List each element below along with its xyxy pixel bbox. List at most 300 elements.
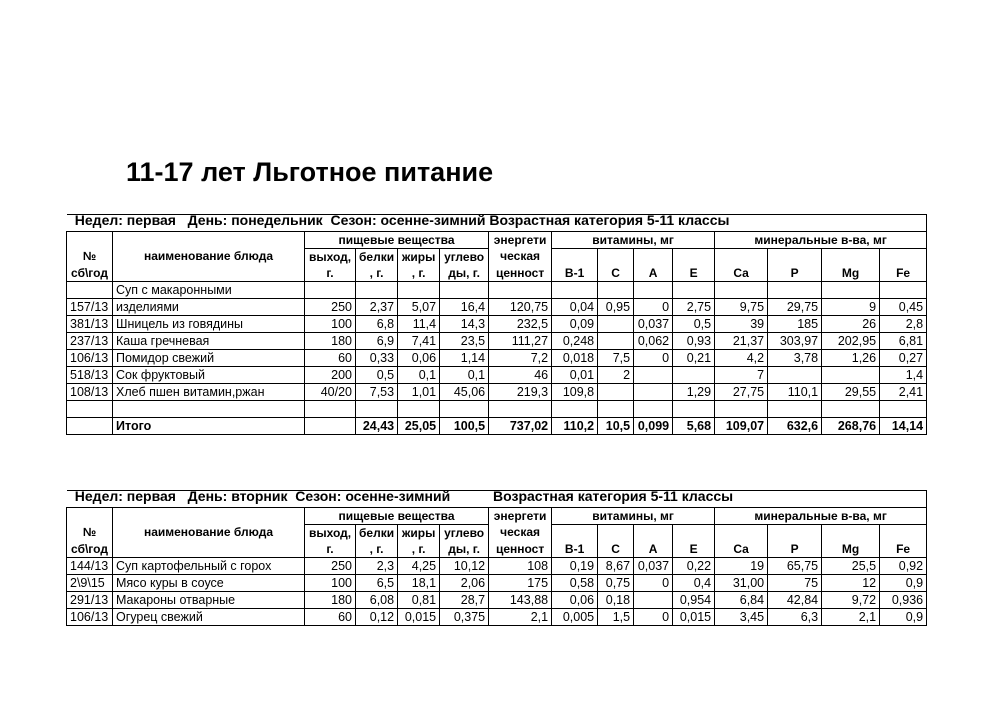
value-energy: 46: [489, 367, 552, 384]
value-c: 8,67: [598, 558, 634, 575]
header-nutrients: пищевые вещества: [305, 232, 489, 249]
value-c: 2: [598, 367, 634, 384]
header-p: P: [768, 541, 822, 558]
value-p: 75: [768, 575, 822, 592]
header-out: г.: [305, 541, 356, 558]
header-fat: жиры: [398, 525, 440, 542]
header-cell: [67, 508, 113, 525]
total-row: [67, 418, 927, 435]
value-b1: 0,58: [552, 575, 598, 592]
header-c: C: [598, 541, 634, 558]
header-out: г.: [305, 265, 356, 282]
value-e: 0,4: [673, 575, 715, 592]
header-energy: энергети: [489, 232, 552, 249]
header-b1: [552, 249, 598, 266]
value-carb: 0,375: [440, 609, 489, 626]
header-e: E: [673, 541, 715, 558]
value-energy: [489, 282, 552, 299]
value-out: [305, 282, 356, 299]
value-a: [634, 282, 673, 299]
dish-code: 381/13: [67, 316, 113, 333]
value-fat: [398, 401, 440, 418]
value-out: 180: [305, 333, 356, 350]
header-energy: ценност: [489, 541, 552, 558]
dish-name: Суп картофельный с горох: [113, 558, 305, 575]
table-row: [67, 299, 927, 316]
header-protein: белки: [356, 525, 398, 542]
season-text: Сезон: осенне-зимний: [330, 212, 486, 228]
value-ca: 9,75: [715, 299, 768, 316]
header-row: [67, 541, 927, 558]
value-fe: [880, 282, 927, 299]
value-e: 0,22: [673, 558, 715, 575]
value-b1: [552, 401, 598, 418]
table-row: [67, 350, 927, 367]
value-mg: 26: [822, 316, 880, 333]
value-a: [634, 592, 673, 609]
value-prot: 0,12: [356, 609, 398, 626]
header-minerals: минеральные в-ва, мг: [715, 508, 927, 525]
header-a: [634, 249, 673, 266]
value-fat: 0,81: [398, 592, 440, 609]
dish-name: изделиями: [113, 299, 305, 316]
header-energy: ческая: [489, 249, 552, 266]
header-ca: Ca: [715, 541, 768, 558]
total-c: 10,5: [598, 418, 634, 435]
value-p: [768, 401, 822, 418]
total-mg: 268,76: [822, 418, 880, 435]
dish-code: 518/13: [67, 367, 113, 384]
value-energy: 7,2: [489, 350, 552, 367]
value-prot: 2,3: [356, 558, 398, 575]
value-out: 60: [305, 350, 356, 367]
header-fe: Fe: [880, 265, 927, 282]
menu-table-body: [67, 215, 927, 435]
value-mg: 25,5: [822, 558, 880, 575]
value-carb: [440, 282, 489, 299]
value-fe: 2,41: [880, 384, 927, 401]
header-num: №: [67, 249, 113, 266]
value-carb: 1,14: [440, 350, 489, 367]
header-b1: [552, 525, 598, 542]
value-b1: 0,01: [552, 367, 598, 384]
value-fe: 0,45: [880, 299, 927, 316]
value-p: 65,75: [768, 558, 822, 575]
value-ca: 39: [715, 316, 768, 333]
value-p: 29,75: [768, 299, 822, 316]
header-ca: [715, 525, 768, 542]
total-a: 0,099: [634, 418, 673, 435]
total-fat: 25,05: [398, 418, 440, 435]
value-fat: 0,1: [398, 367, 440, 384]
dish-name: Помидор свежий: [113, 350, 305, 367]
value-e: 0,015: [673, 609, 715, 626]
value-p: [768, 367, 822, 384]
value-energy: 175: [489, 575, 552, 592]
header-vitamins: витамины, мг: [552, 232, 715, 249]
value-out: 100: [305, 316, 356, 333]
header-fe: [880, 249, 927, 266]
value-p: 303,97: [768, 333, 822, 350]
dish-name: Хлеб пшен витамин,ржан: [113, 384, 305, 401]
header-row: [67, 249, 927, 266]
header-ca: [715, 249, 768, 266]
value-b1: 109,8: [552, 384, 598, 401]
blank-cell: [67, 491, 927, 508]
header-name: [113, 265, 305, 282]
value-b1: [552, 282, 598, 299]
header-ca: Ca: [715, 265, 768, 282]
total-prot: 24,43: [356, 418, 398, 435]
total-fe: 14,14: [880, 418, 927, 435]
header-mg: [822, 525, 880, 542]
value-ca: 6,84: [715, 592, 768, 609]
header-b1: B-1: [552, 541, 598, 558]
header-minerals: минеральные в-ва, мг: [715, 232, 927, 249]
value-prot: 6,08: [356, 592, 398, 609]
dish-code: 237/13: [67, 333, 113, 350]
value-out: 250: [305, 558, 356, 575]
value-e: [673, 367, 715, 384]
dish-name: Сок фруктовый: [113, 367, 305, 384]
value-prot: 0,33: [356, 350, 398, 367]
header-cell: [67, 232, 113, 249]
value-c: 0,75: [598, 575, 634, 592]
value-a: 0: [634, 609, 673, 626]
value-ca: [715, 282, 768, 299]
header-cell: [113, 232, 305, 249]
table-row: [67, 316, 927, 333]
value-fe: 2,8: [880, 316, 927, 333]
value-out: 250: [305, 299, 356, 316]
header-energy: ческая: [489, 525, 552, 542]
header-fe: [880, 525, 927, 542]
header-a: A: [634, 265, 673, 282]
value-fat: 1,01: [398, 384, 440, 401]
header-energy: ценност: [489, 265, 552, 282]
header-b1: B-1: [552, 265, 598, 282]
total-code: [67, 418, 113, 435]
day-text: День: понедельник: [187, 212, 323, 228]
value-fe: 1,4: [880, 367, 927, 384]
age-category-text: Возрастная категория 5-11 классы: [493, 488, 734, 504]
value-e: 0,21: [673, 350, 715, 367]
header-e: E: [673, 265, 715, 282]
value-p: 3,78: [768, 350, 822, 367]
value-ca: 4,2: [715, 350, 768, 367]
dish-name: Макароны отварные: [113, 592, 305, 609]
header-row: [67, 525, 927, 542]
value-p: 42,84: [768, 592, 822, 609]
dish-name: [113, 401, 305, 418]
value-ca: [715, 401, 768, 418]
week-value: : первая: [118, 488, 176, 504]
header-e: [673, 249, 715, 266]
value-b1: 0,09: [552, 316, 598, 333]
value-a: 0: [634, 350, 673, 367]
value-energy: [489, 401, 552, 418]
dish-name: Суп с макаронными: [113, 282, 305, 299]
header-protein: , г.: [356, 541, 398, 558]
week-value: : первая: [118, 212, 176, 228]
header-name: наименование блюда: [113, 249, 305, 266]
table-row: [67, 367, 927, 384]
total-ca: 109,07: [715, 418, 768, 435]
value-fat: 0,015: [398, 609, 440, 626]
value-a: [634, 401, 673, 418]
value-prot: 6,5: [356, 575, 398, 592]
value-a: [634, 367, 673, 384]
value-prot: [356, 282, 398, 299]
value-fat: 0,06: [398, 350, 440, 367]
value-mg: 29,55: [822, 384, 880, 401]
value-b1: 0,06: [552, 592, 598, 609]
header-mg: [822, 249, 880, 266]
header-row: [67, 265, 927, 282]
value-b1: 0,018: [552, 350, 598, 367]
value-carb: 10,12: [440, 558, 489, 575]
table-row: [67, 282, 927, 299]
header-cell: [113, 508, 305, 525]
value-ca: 21,37: [715, 333, 768, 350]
value-fat: 7,41: [398, 333, 440, 350]
header-name: наименование блюда: [113, 525, 305, 542]
header-num: сб\год: [67, 265, 113, 282]
dish-code: [67, 401, 113, 418]
dish-name: Каша гречневая: [113, 333, 305, 350]
total-label: Итого: [113, 418, 305, 435]
value-ca: 3,45: [715, 609, 768, 626]
value-energy: 232,5: [489, 316, 552, 333]
value-c: [598, 401, 634, 418]
value-c: 1,5: [598, 609, 634, 626]
header-fat: , г.: [398, 541, 440, 558]
header-p: [768, 525, 822, 542]
value-fat: 11,4: [398, 316, 440, 333]
header-c: [598, 249, 634, 266]
header-e: [673, 525, 715, 542]
dish-name: Шницель из говядины: [113, 316, 305, 333]
menu-table-day2: [66, 490, 927, 626]
value-prot: 0,5: [356, 367, 398, 384]
total-energy: 737,02: [489, 418, 552, 435]
total-p: 632,6: [768, 418, 822, 435]
header-c: [598, 525, 634, 542]
value-ca: 27,75: [715, 384, 768, 401]
value-mg: 1,26: [822, 350, 880, 367]
header-num: сб\год: [67, 541, 113, 558]
age-category-text: Возрастная категория 5-11 классы: [489, 212, 730, 228]
value-a: 0,062: [634, 333, 673, 350]
value-fe: [880, 401, 927, 418]
value-carb: [440, 401, 489, 418]
header-p: [768, 249, 822, 266]
total-carb: 100,5: [440, 418, 489, 435]
table-row: [67, 384, 927, 401]
table-row: [67, 609, 927, 626]
value-prot: 6,9: [356, 333, 398, 350]
value-mg: [822, 401, 880, 418]
value-mg: [822, 282, 880, 299]
value-carb: 2,06: [440, 575, 489, 592]
value-c: [598, 384, 634, 401]
header-vitamins: витамины, мг: [552, 508, 715, 525]
value-energy: 108: [489, 558, 552, 575]
season-text: Сезон: осенне-зимний: [295, 488, 451, 504]
dish-code: 157/13: [67, 299, 113, 316]
value-energy: 111,27: [489, 333, 552, 350]
value-ca: 7: [715, 367, 768, 384]
header-protein: белки: [356, 249, 398, 266]
header-carb: углево: [440, 525, 489, 542]
week-label: Недел: [74, 488, 119, 504]
value-carb: 0,1: [440, 367, 489, 384]
value-prot: [356, 401, 398, 418]
value-b1: 0,04: [552, 299, 598, 316]
header-a: A: [634, 541, 673, 558]
value-fat: 5,07: [398, 299, 440, 316]
header-fat: жиры: [398, 249, 440, 266]
dish-code: 144/13: [67, 558, 113, 575]
value-c: [598, 333, 634, 350]
value-e: 1,29: [673, 384, 715, 401]
header-mg: Mg: [822, 265, 880, 282]
header-out: выход,: [305, 525, 356, 542]
total-e: 5,68: [673, 418, 715, 435]
value-carb: 45,06: [440, 384, 489, 401]
value-out: 40/20: [305, 384, 356, 401]
value-a: 0: [634, 299, 673, 316]
value-carb: 16,4: [440, 299, 489, 316]
dish-code: 106/13: [67, 350, 113, 367]
value-prot: 6,8: [356, 316, 398, 333]
value-e: [673, 282, 715, 299]
header-carb: ды, г.: [440, 541, 489, 558]
value-mg: 2,1: [822, 609, 880, 626]
dish-name: Мясо куры в соусе: [113, 575, 305, 592]
value-prot: 2,37: [356, 299, 398, 316]
value-e: 0,954: [673, 592, 715, 609]
blank-cell: [67, 215, 927, 232]
header-name: [113, 541, 305, 558]
dish-code: 291/13: [67, 592, 113, 609]
value-out: [305, 401, 356, 418]
header-out: выход,: [305, 249, 356, 266]
total-b1: 110,2: [552, 418, 598, 435]
header-energy: энергети: [489, 508, 552, 525]
menu-table-day1: [66, 214, 927, 435]
value-a: 0,037: [634, 558, 673, 575]
header-carb: углево: [440, 249, 489, 266]
header-row: [67, 508, 927, 525]
table-row: [67, 401, 927, 418]
value-fat: 4,25: [398, 558, 440, 575]
value-out: 100: [305, 575, 356, 592]
value-energy: 143,88: [489, 592, 552, 609]
header-row: [67, 232, 927, 249]
value-out: 60: [305, 609, 356, 626]
value-e: 0,5: [673, 316, 715, 333]
table-row: [67, 333, 927, 350]
total-out: [305, 418, 356, 435]
header-num: №: [67, 525, 113, 542]
value-fat: [398, 282, 440, 299]
value-fe: 0,936: [880, 592, 927, 609]
dish-code: [67, 282, 113, 299]
value-ca: 19: [715, 558, 768, 575]
value-c: 7,5: [598, 350, 634, 367]
value-carb: 14,3: [440, 316, 489, 333]
value-energy: 219,3: [489, 384, 552, 401]
value-carb: 23,5: [440, 333, 489, 350]
value-p: 6,3: [768, 609, 822, 626]
value-mg: 202,95: [822, 333, 880, 350]
week-label: Недел: [74, 212, 119, 228]
value-out: 200: [305, 367, 356, 384]
value-fe: 0,9: [880, 609, 927, 626]
value-c: 0,18: [598, 592, 634, 609]
value-b1: 0,005: [552, 609, 598, 626]
menu-table-body: [67, 491, 927, 626]
header-c: C: [598, 265, 634, 282]
value-mg: 9,72: [822, 592, 880, 609]
table-row: [67, 592, 927, 609]
header-p: P: [768, 265, 822, 282]
header-fat: , г.: [398, 265, 440, 282]
value-fe: 6,81: [880, 333, 927, 350]
value-energy: 2,1: [489, 609, 552, 626]
value-b1: 0,19: [552, 558, 598, 575]
value-mg: 12: [822, 575, 880, 592]
header-mg: Mg: [822, 541, 880, 558]
value-p: 185: [768, 316, 822, 333]
header-a: [634, 525, 673, 542]
value-prot: 7,53: [356, 384, 398, 401]
value-a: 0: [634, 575, 673, 592]
value-mg: 9: [822, 299, 880, 316]
blank-row: [67, 491, 927, 508]
value-fe: 0,92: [880, 558, 927, 575]
dish-code: 106/13: [67, 609, 113, 626]
value-fat: 18,1: [398, 575, 440, 592]
day-text: День: вторник: [187, 488, 288, 504]
dish-code: 2\9\15: [67, 575, 113, 592]
value-ca: 31,00: [715, 575, 768, 592]
value-energy: 120,75: [489, 299, 552, 316]
value-c: [598, 316, 634, 333]
value-e: [673, 401, 715, 418]
value-a: 0,037: [634, 316, 673, 333]
value-c: [598, 282, 634, 299]
table-row: [67, 558, 927, 575]
header-fe: Fe: [880, 541, 927, 558]
dish-name: Огурец свежий: [113, 609, 305, 626]
page-title: 11-17 лет Льготное питание: [126, 157, 494, 187]
table-row: [67, 575, 927, 592]
value-carb: 28,7: [440, 592, 489, 609]
value-b1: 0,248: [552, 333, 598, 350]
value-e: 0,93: [673, 333, 715, 350]
value-e: 2,75: [673, 299, 715, 316]
value-p: [768, 282, 822, 299]
header-nutrients: пищевые вещества: [305, 508, 489, 525]
value-fe: 0,9: [880, 575, 927, 592]
value-c: 0,95: [598, 299, 634, 316]
dish-code: 108/13: [67, 384, 113, 401]
header-protein: , г.: [356, 265, 398, 282]
value-mg: [822, 367, 880, 384]
value-p: 110,1: [768, 384, 822, 401]
